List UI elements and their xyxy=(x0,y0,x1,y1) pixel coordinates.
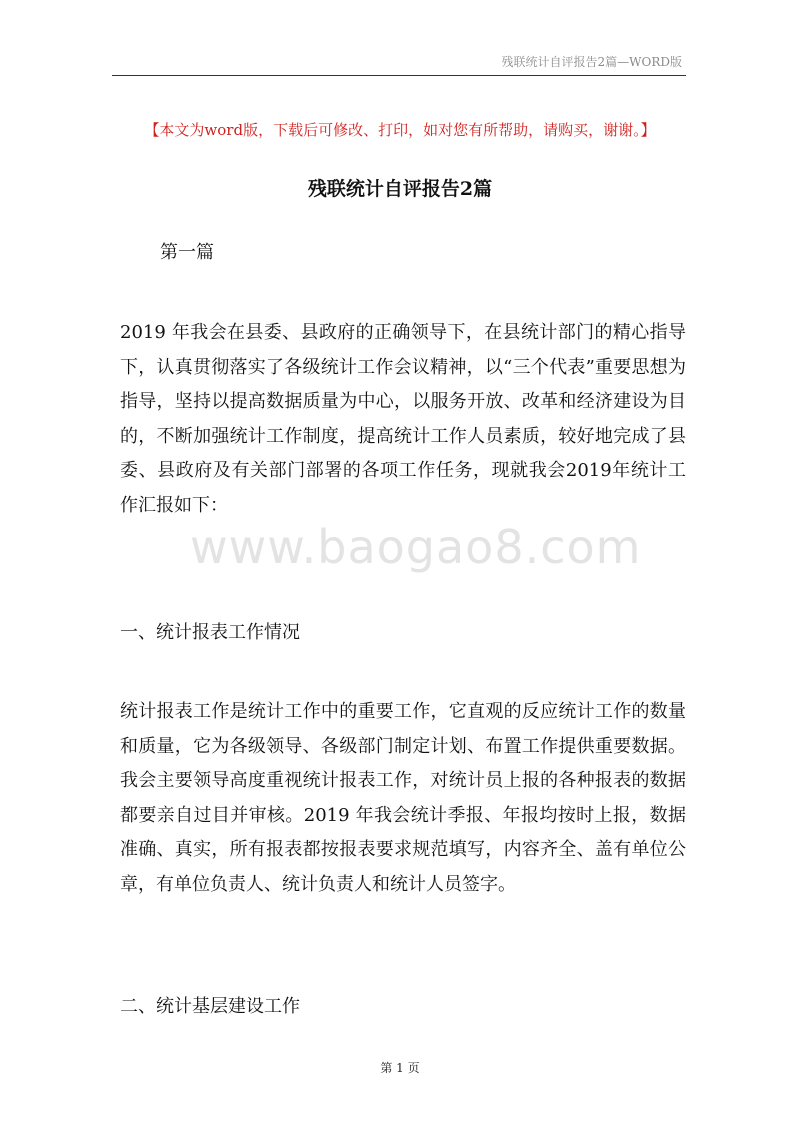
page-number: 第 1 页 xyxy=(380,1061,420,1075)
watermark: www.baogao8.com xyxy=(190,520,642,574)
running-header: 残联统计自评报告2篇—WORD版 xyxy=(501,55,682,69)
document-title: 残联统计自评报告2篇 xyxy=(307,178,493,200)
header-divider xyxy=(112,75,686,76)
section-label: 第一篇 xyxy=(160,242,214,263)
statistics-reports-paragraph: 统计报表工作是统计工作中的重要工作，它直观的反应统计工作的数量和质量，它为各级领导、各级部门制定计划、布置工作提供重要数据。我会主要领导高度重视统计报表工作，对统计员上报的各种报表的数据都要亲自过目并审核。2019 年我会统计季报、年报均按时上报，数据准确、真实，所有报表都按报表要求规范填写，内容齐全、盖有单位公章，有单位负责人、统计负责人和统计人员签字。 xyxy=(120,701,686,895)
section-heading-statistics-reports: 一、统计报表工作情况 xyxy=(120,622,300,643)
section-heading-grassroots-construction: 二、统计基层建设工作 xyxy=(120,996,300,1017)
intro-paragraph: 2019 年我会在县委、县政府的正确领导下，在县统计部门的精心指导下，认真贯彻落实了各级统计工作会议精神，以“三个代表”重要思想为指导，坚持以提高数据质量为中心，以服务开放、改革和经济建设为目的，不断加强统计工作制度，提高统计工作人员素质，较好地完成了县委、县政府及有关部门部署的各项工作任务，现就我会2019年统计工作汇报如下： xyxy=(120,322,686,516)
purchase-notice: 【本文为word版，下载后可修改、打印，如对您有所帮助，请购买，谢谢。】 xyxy=(144,121,656,139)
